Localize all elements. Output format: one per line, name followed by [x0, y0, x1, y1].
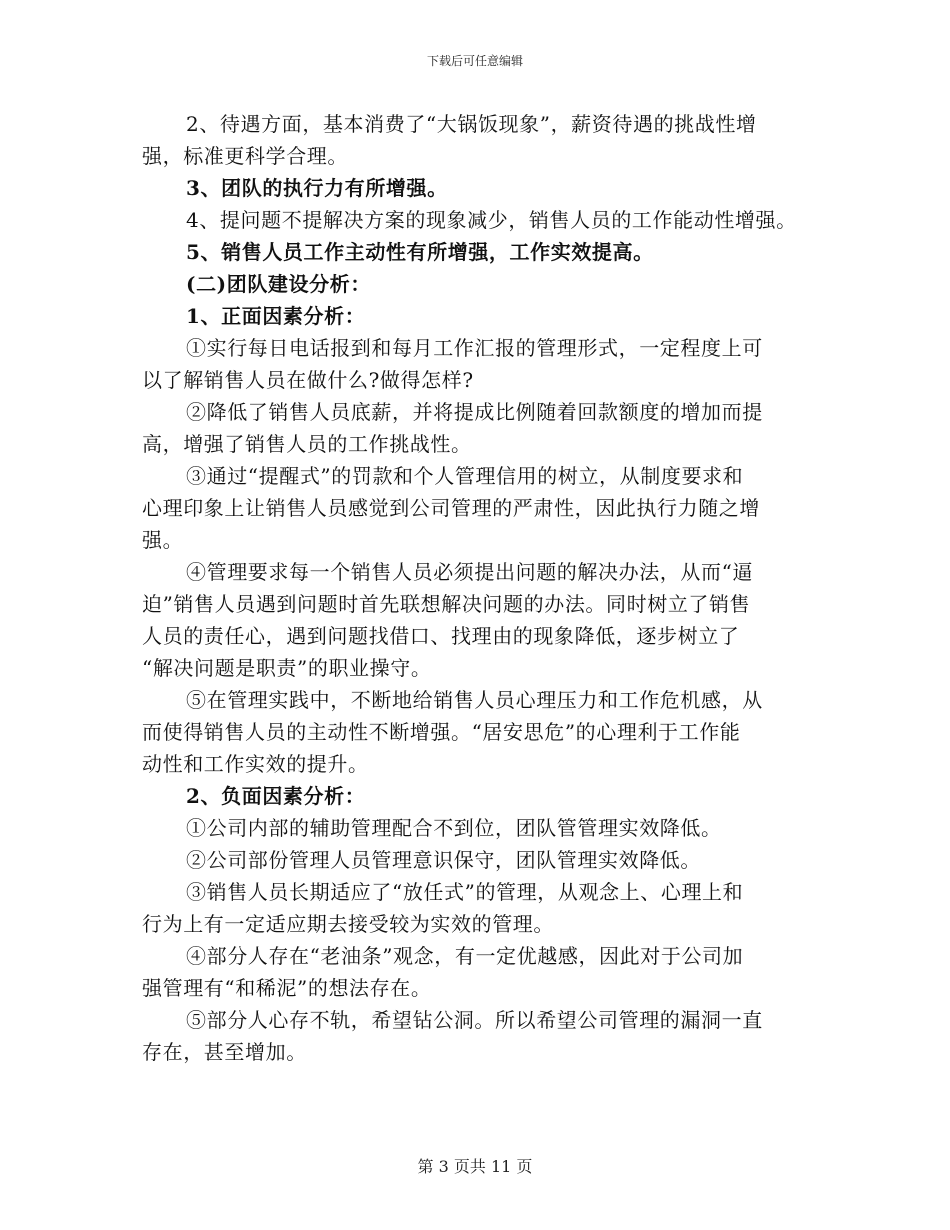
paragraph-line: ④管理要求每一个销售人员必须提出问题的解决办法，从而“逼 — [186, 560, 754, 584]
paragraph-line: ③销售人员长期适应了“放任式”的管理，从观念上、心理上和 — [186, 880, 744, 904]
section-heading: 1、正面因素分析： — [186, 304, 366, 328]
page-header: 下载后可任意编辑 — [426, 54, 523, 68]
paragraph-line: ⑤在管理实践中，不断地给销售人员心理压力和工作危机感，从 — [186, 688, 763, 712]
paragraph-line: 强。 — [142, 528, 184, 552]
paragraph-line: ③通过“提醒式”的罚款和个人管理信用的树立，从制度要求和 — [186, 464, 744, 488]
paragraph-line: ⑤部分人心存不轨，希望钻公洞。所以希望公司管理的漏洞一直 — [186, 1008, 763, 1032]
paragraph-line: 行为上有一定适应期去接受较为实效的管理。 — [142, 912, 554, 936]
paragraph-line: ①实行每日电话报到和每月工作汇报的管理形式，一定程度上可 — [186, 336, 763, 360]
page-footer: 第 3 页共 11 页 — [417, 1157, 533, 1176]
paragraph-line: 存在，甚至增加。 — [142, 1040, 307, 1064]
paragraph-line: 强管理有“和稀泥”的想法存在。 — [142, 976, 432, 1000]
paragraph-line: ②降低了销售人员底薪，并将提成比例随着回款额度的增加而提 — [186, 400, 763, 424]
paragraph-line: 4、提问题不提解决方案的现象减少，销售人员的工作能动性增强。 — [186, 208, 797, 232]
paragraph-line: 迫”销售人员遇到问题时首先联想解决问题的办法。同时树立了销售 — [142, 592, 751, 616]
section-heading: (二)团队建设分析： — [186, 272, 371, 296]
paragraph-line: 强，标准更科学合理。 — [142, 144, 348, 168]
section-heading: 3、团队的执行力有所增强。 — [186, 176, 448, 200]
paragraph-line: “解决问题是职责”的职业操守。 — [142, 656, 432, 680]
paragraph-line: 2、待遇方面，基本消费了“大锅饭现象”，薪资待遇的挑战性增 — [186, 112, 757, 136]
paragraph-line: 心理印象上让销售人员感觉到公司管理的严肃性，因此执行力随之增 — [142, 496, 760, 520]
document-body — [142, 108, 822, 1068]
section-heading: 2、负面因素分析： — [186, 784, 366, 808]
paragraph-line: 以了解销售人员在做什么?做得怎样? — [142, 368, 474, 392]
paragraph-line: 高，增强了销售人员的工作挑战性。 — [142, 432, 472, 456]
paragraph-line: ④部分人存在“老油条”观念，有一定优越感，因此对于公司加 — [186, 944, 744, 968]
paragraph-line: 人员的责任心，遇到问题找借口、找理由的现象降低，逐步树立了 — [142, 624, 740, 648]
paragraph-line: 动性和工作实效的提升。 — [142, 752, 369, 776]
paragraph-line: ①公司内部的辅助管理配合不到位，团队管管理实效降低。 — [186, 816, 722, 840]
paragraph-line: ②公司部份管理人员管理意识保守，团队管理实效降低。 — [186, 848, 701, 872]
paragraph-line: 而使得销售人员的主动性不断增强。“居安思危”的心理利于工作能 — [142, 720, 741, 744]
section-heading: 5、销售人员工作主动性有所增强，工作实效提高。 — [186, 240, 654, 264]
